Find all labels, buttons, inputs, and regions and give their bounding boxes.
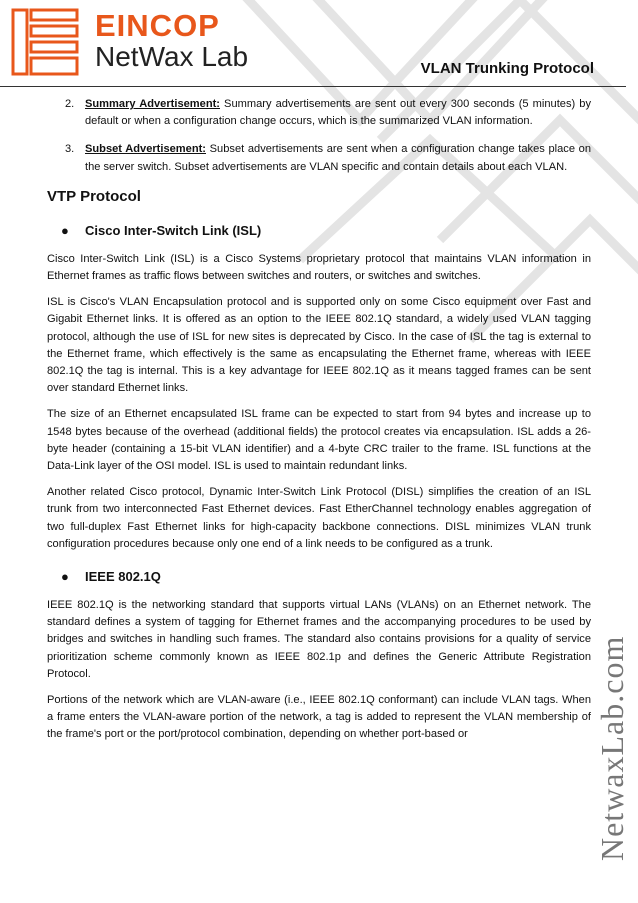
list-text: Subset advertisements are sent when a configuration change takes place on the server switch. Subset advertisements are VLAN specific and contain details about each VLAN.: [85, 143, 592, 173]
paragraph: The size of an Ethernet encapsulated ISL frame can be expected to start from 94 bytes and increase up to 1548 bytes because of the overhead (additional fields) the protocol creates via encapsulation. ISL adds a 26-byte header (containing a 15-bit VLAN identifier) and a 4-byte CRC trailer to the frame. ISL functions at the Data-Link layer of the OSI model. ISL is used to maintain redundant links.: [47, 408, 591, 473]
document-body: [47, 96, 591, 753]
watermark: [592, 531, 632, 861]
term-label: Summary Advertisement:: [85, 98, 220, 110]
list-item: [47, 141, 591, 175]
watermark-text: NetwaxLab.com: [594, 635, 630, 861]
brand-subtitle: NetWax Lab: [95, 41, 249, 72]
subsection-heading: [47, 221, 591, 241]
section-heading: VTP Protocol: [47, 187, 141, 205]
header-divider: [0, 86, 626, 87]
brand-name: EINCOP: [95, 8, 220, 43]
subsection-heading: [47, 567, 591, 587]
list-number: 2.: [65, 98, 75, 110]
term-label: Subset Advertisement:: [85, 143, 206, 156]
list-text: Summary advertisements are sent out every 300 seconds (5 minutes) by default or when a configuration change occurs, which is the summarized VLAN information.: [85, 98, 591, 128]
document-title: VLAN Trunking Protocol: [420, 60, 594, 77]
paragraph: Another related Cisco protocol, Dynamic Inter-Switch Link Protocol (DISL) simplifies the creation of an ISL trunk from two interconnected Fast Ethernet devices. Fast EtherChannel technology enables aggregation of two full-duplex Fast Ethernet links for high-capacity backbone connections. DISL minimizes VLAN trunk configuration procedures because only one end of a link needs to be configured as a trunk.: [47, 486, 591, 550]
page-header: [0, 0, 638, 90]
subsection-title: Cisco Inter-Switch Link (ISL): [85, 222, 262, 238]
subsection-title: IEEE 802.1Q: [85, 569, 161, 585]
bullet-icon: ●: [61, 222, 69, 238]
list-item: [47, 96, 591, 130]
paragraph: Cisco Inter-Switch Link (ISL) is a Cisco Systems proprietary protocol that maintains VLAN information in Ethernet frames as traffic flows between switches and routers, or switches and switches.: [47, 252, 591, 283]
list-number: 3.: [65, 143, 75, 156]
paragraph: ISL is Cisco's VLAN Encapsulation protocol and is supported only on some Cisco equipment over Fast and Gigabit Ethernet links. It is offered as an option to the IEEE 802.1Q standard, a widely used VLAN tagging protocol, although the use of ISL for new sites is deprecated by Cisco. In the case of ISL the tag is external to the Ethernet frame, which effectively is the same as encapsulating the Ethernet frame, whereas with IEEE 802.1Q the tag is internal. This is a key advantage for IEEE 802.1Q as it means tagged frames can be sent over standard Ethernet links.: [47, 296, 591, 395]
bullet-icon: ●: [61, 569, 69, 585]
eincop-logo-icon: [10, 6, 82, 78]
paragraph: Portions of the network which are VLAN-aware (i.e., IEEE 802.1Q conformant) can include VLAN tags. When a frame enters the VLAN-aware portion of the network, a tag is added to represent the VLAN membership of the frame's port or the port/protocol combination, depending on whether port-based or: [47, 694, 591, 741]
paragraph: IEEE 802.1Q is the networking standard that supports virtual LANs (VLANs) on an Ethernet network. The standard defines a system of tagging for Ethernet frames and the accompanying procedures to be used by bridges and switches in handling such frames. The standard also contains provisions for a quality of service prioritization scheme commonly known as IEEE 802.1p and defines the Generic Attribute Registration Protocol.: [47, 599, 591, 680]
